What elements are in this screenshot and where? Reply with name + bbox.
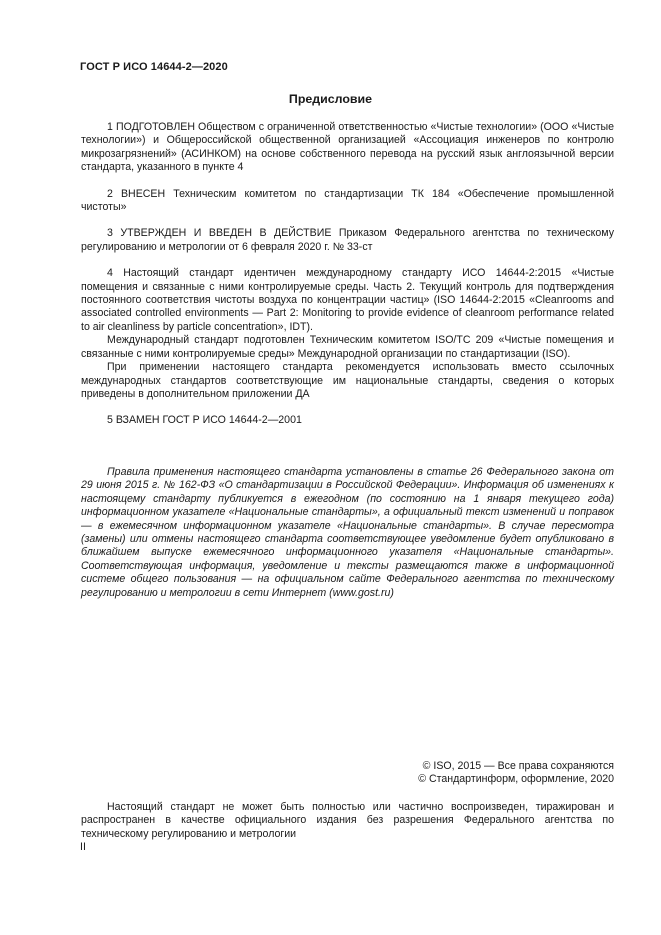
foreword-item-4: 4 Настоящий стандарт идентичен международному стандарту ИСО 14644-2:2015 «Чистые помещения и связанные с ними контролируемые среды. Часть 2. Текущий контроль для подтверждения постоянного соответствия чистоты воздуха по концентрации частиц» (ISO 14644-2:2015 «Cleanrooms and associated controlled environments — Part 2: Monitoring to provide evidence of cleanroom performance related to air cleanliness by particle concentration», IDT). — [81, 267, 614, 333]
copyright-block — [418, 760, 614, 787]
foreword-item-5: 5 ВЗАМЕН ГОСТ Р ИСО 14644-2—2001 — [107, 414, 302, 427]
foreword-body — [81, 121, 614, 428]
copyright-iso: © ISO, 2015 — Все права сохраняются — [422, 760, 614, 772]
foreword-item-2: 2 ВНЕСЕН Техническим комитетом по стандартизации ТК 184 «Обеспечение промышленной чистоты» — [81, 187, 614, 214]
reproduction-notice: Настоящий стандарт не может быть полностью или частично воспроизведен, тиражирован и распространен в качестве официального издания без разрешения Федерального агентства по техническому регулированию и метрологии — [81, 801, 614, 840]
foreword-item-1: 1 ПОДГОТОВЛЕН Обществом с ограниченной ответственностью «Чистые технологии» (ООО «Чистые технологии») и Общероссийской общественной организацией «Ассоциация инженеров по контролю микрозагрязнений» (АСИНКОМ) на основе собственного перевода на русский язык англоязычной версии стандарта, указанного в пункте 4 — [81, 121, 614, 174]
page-number: II — [80, 841, 86, 853]
document-code: ГОСТ Р ИСО 14644-2—2020 — [80, 61, 228, 73]
rules-notice: Правила применения настоящего стандарта установлены в статье 26 Федерального закона от 29 июня 2015 г. № 162-ФЗ «О стандартизации в Российской Федерации». Информация об изменениях к настоящему стандарту публикуется в ежегодном (по состоянию на 1 января текущего года) информационном указателе «Национальные стандарты», а официальный текст изменений и поправок — в ежемесячном информационном указателе «Национальные стандарты». В случае пересмотра (замены) или отмены настоящего стандарта соответствующее уведомление будет опубликовано в ближайшем выпуске ежемесячного информационного указателя «Национальные стандарты». Соответствующая информация, уведомление и тексты размещаются также в информационной системе общего пользования — на официальном сайте Федерального агентства по техническому регулированию и метрологии в сети Интернет (www.gost.ru) — [81, 466, 614, 599]
foreword-item-4-tc: Международный стандарт подготовлен Техническим комитетом ISO/TC 209 «Чистые помещения и связанные с ними контролируемые среды» Международной организации по стандартизации (ISO). — [81, 334, 614, 360]
section-title: Предисловие — [288, 92, 373, 106]
foreword-item-3: 3 УТВЕРЖДЕН И ВВЕДЕН В ДЕЙСТВИЕ Приказом Федерального агентства по техническому регулированию и метрологии от 6 февраля 2020 г. № 33-ст — [81, 227, 614, 253]
copyright-standartinform: © Стандартинформ, оформление, 2020 — [418, 773, 614, 786]
foreword-item-4-references: При применении настоящего стандарта рекомендуется использовать вместо ссылочных международных стандартов соответствующие им национальные стандарты, сведения о которых приведены в дополнительном приложении ДА — [81, 361, 614, 400]
